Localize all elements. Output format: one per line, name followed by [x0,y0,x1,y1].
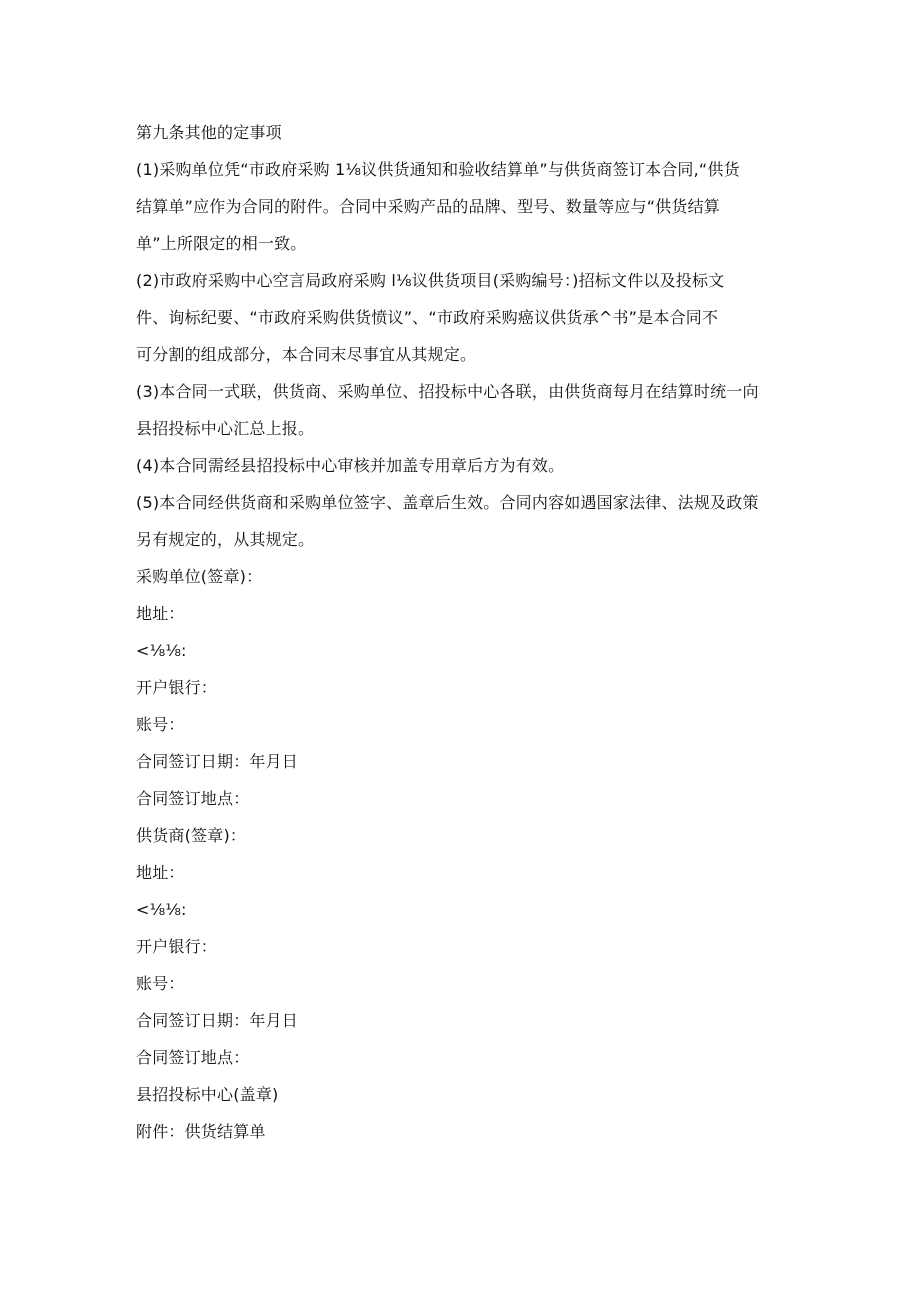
supplier-sign-date: 合同签订日期：年月日 [136,1011,299,1030]
purchaser-block [136,558,796,817]
clause-3 [136,373,796,447]
clause-4 [136,447,796,484]
clause-2-line-1: (2)市政府采购中心空言局政府采购 l⅛议供货项目(采购编号：)招标文件以及投标文 [136,271,725,290]
purchaser-sign-date: 合同签订日期：年月日 [136,752,299,771]
purchaser-bank: 开户银行： [136,678,218,697]
clause-1 [136,151,796,262]
supplier-account: 账号： [136,974,185,993]
clause-5-line-1: (5)本合同经供货商和采购单位签字、盖章后生效。合同内容如遇国家法律、法规及政策 [136,493,759,512]
clause-4-line-1: (4)本合同需经县招投标中心审核并加盖专用章后方为有效。 [136,456,565,475]
center-seal: 县招投标中心(盖章) [136,1085,279,1104]
clause-1-line-1: (1)采购单位凭“市政府采购 1⅛议供货通知和验收结算单”与供货商签订本合同,“供货 [136,160,740,179]
purchaser-phone: <⅛⅛: [136,641,187,660]
article-title: 第九条其他的定事项 [136,123,282,142]
clause-2 [136,262,796,373]
purchaser-sign-place: 合同签订地点： [136,789,250,808]
supplier-address: 地址： [136,863,185,882]
purchaser-address: 地址： [136,604,185,623]
clause-2-line-2: 件、询标纪要、“市政府采购供货愤议”、“市政府采购癌议供货承^书”是本合同不 [136,308,719,327]
clause-3-line-2: 县招投标中心汇总上报。 [136,419,315,438]
clause-1-line-3: 单”上所限定的相一致。 [136,234,307,253]
supplier-signature: 供货商(签章)： [136,826,247,845]
clause-1-line-2: 结算单”应作为合同的附件。合同中采购产品的品牌、型号、数量等应与“供货结算 [136,197,720,216]
clause-3-line-1: (3)本合同一式联，供货商、采购单位、招投标中心各联，由供货商每月在结算时统一向 [136,382,759,401]
supplier-block [136,817,796,1076]
attachment-note: 附件：供货结算单 [136,1122,266,1141]
clause-5-line-2: 另有规定的，从其规定。 [136,530,315,549]
supplier-phone: <⅛⅛: [136,900,187,919]
contract-body [136,114,796,1150]
purchaser-account: 账号： [136,715,185,734]
supplier-bank: 开户银行： [136,937,218,956]
clause-2-line-3: 可分割的组成部分，本合同末尽事宜从其规定。 [136,345,477,364]
supplier-sign-place: 合同签订地点： [136,1048,250,1067]
purchaser-signature: 采购单位(签章)： [136,567,263,586]
clause-5 [136,484,796,558]
